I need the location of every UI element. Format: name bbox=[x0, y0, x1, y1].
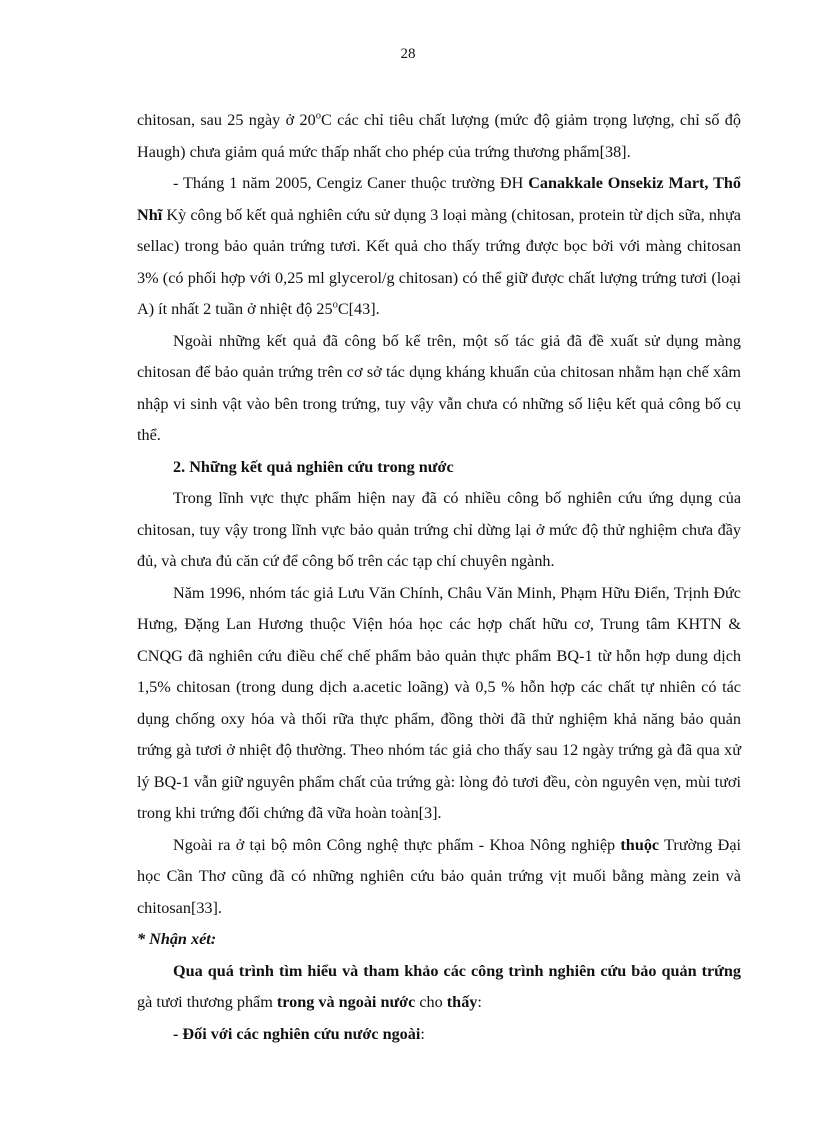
paragraph-6: Ngoài ra ở tại bộ môn Công nghệ thực phẩm - Khoa Nông nghiệp thuộc Trường Đại học Cần Thơ cũng đã có những nghiên cứu bảo quản trứng vịt muối bằng màng zein và chitosan[33]. bbox=[137, 835, 741, 917]
paragraph-1: chitosan, sau 25 ngày ở 20$^o$C các chỉ tiêu chất lượng (mức độ giảm trọng lượng, chỉ số độ Haugh) chưa giảm quá mức thấp nhất cho phép của trứng thương phẩm[38]. bbox=[137, 110, 741, 161]
paragraph-4: Trong lĩnh vực thực phẩm hiện nay đã có nhiều công bố nghiên cứu ứng dụng của chitosan, tuy vậy trong lĩnh vực bảo quản trứng chỉ dừng lại ở mức độ thử nghiệm chưa đầy đủ, và chưa đủ căn cứ để công bố trên các tạp chí chuyên ngành. bbox=[137, 489, 741, 570]
section-heading-2: 2. Những kết quả nghiên cứu trong nước bbox=[173, 457, 454, 476]
body-text bbox=[137, 105, 741, 1050]
university-name: Canakkale Onsekiz Mart, Thổ Nhĩ bbox=[137, 174, 741, 224]
paragraph-3: Ngoài những kết quả đã công bố kể trên, một số tác giả đã đề xuất sử dụng màng chitosan để bảo quản trứng trên cơ sở tác dụng kháng khuẩn của chitosan nhằm hạn chế xâm nhập vi sinh vật vào bên trong trứng, tuy vậy vẫn chưa có những số liệu kết quả công bố cụ thể. bbox=[137, 331, 741, 444]
remark-label: * Nhận xét: bbox=[137, 930, 217, 948]
paragraph-8: - Đối với các nghiên cứu nước ngoài: bbox=[173, 1024, 425, 1043]
paragraph-2: - Tháng 1 năm 2005, Cengiz Caner thuộc trường ĐH Canakkale Onsekiz Mart, Thổ Nhĩ Kỳ công bố kết quả nghiên cứu sử dụng 3 loại màng (chitosan, protein từ dịch sữa, nhựa sellac) trong bảo quản trứng tươi. Kết quả cho thấy trứng được bọc bởi với màng chitosan 3% (có phối hợp với 0,25 ml glycerol/g chitosan) có thể giữ được chất lượng trứng tươi (loại A) ít nhất 2 tuần ở nhiệt độ 25$^o$C[43]. bbox=[137, 174, 741, 318]
paragraph-5: Năm 1996, nhóm tác giả Lưu Văn Chính, Châu Văn Minh, Phạm Hữu Điển, Trịnh Đức Hưng, Đặng Lan Hương thuộc Viện hóa học các hợp chất hữu cơ, Trung tâm KHTN & CNQG đã nghiên cứu điều chế chế phẩm bảo quản thực phẩm BQ-1 từ hỗn hợp dung dịch 1,5% chitosan (trong dung dịch a.acetic loãng) và 0,5 % hỗn hợp các chất tự nhiên có tác dụng chống oxy hóa và thối rữa thực phẩm, đồng thời đã thử nghiệm khả năng bảo quản trứng gà tươi ở nhiệt độ thường. Theo nhóm tác giả cho thấy sau 12 ngày trứng gà đã qua xử lý BQ-1 vẫn giữ nguyên phẩm chất của trứng gà: lòng đỏ tươi đều, còn nguyên vẹn, mùi tươi trong khi trứng đối chứng đã vữa hoàn toàn[3]. bbox=[137, 583, 741, 822]
page-number: 28 bbox=[400, 46, 416, 62]
paragraph-7: Qua quá trình tìm hiểu và tham khảo các công trình nghiên cứu bảo quản trứng gà tươi thương phẩm trong và ngoài nước cho thấy: bbox=[137, 961, 741, 1011]
